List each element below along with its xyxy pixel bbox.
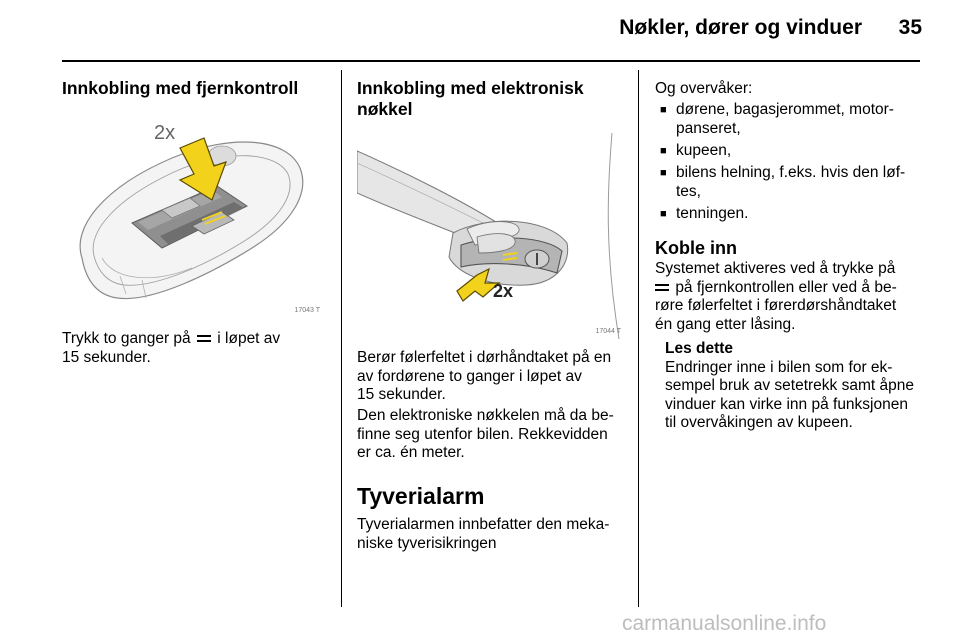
remote-activation-text <box>62 330 332 367</box>
activate-text-line-2: på fjernkontrollen eller ved å be- <box>655 279 945 298</box>
activate-heading: Koble inn <box>655 238 737 258</box>
figure-code: 17043 T <box>294 307 320 314</box>
bullet-item: ■ tenningen. <box>660 205 749 222</box>
header-rule <box>62 60 920 62</box>
electronic-key-text-2: Den elektroniske nøkkelen må da be- finne seg utenfor bilen. Rekkevidden er ca. én meter. <box>357 407 614 461</box>
lock-button-icon <box>197 334 211 343</box>
electronic-key-heading: Innkobling med elektronisk nøkkel <box>357 78 584 119</box>
bullet-item: ■ dørene, bagasjerommet, motor- panseret, <box>660 101 894 137</box>
remote-key-illustration <box>62 108 324 318</box>
column-divider-2 <box>638 70 639 607</box>
theft-alarm-text: Tyverialarmen innbefatter den meka- niske tyverisikringen <box>357 516 610 552</box>
remote-text-line-1: Trykk to ganger på i løpet av <box>62 330 281 347</box>
lock-button-icon <box>655 283 669 292</box>
page-number: 35 <box>898 16 922 39</box>
bullet-item: ■ kupeen, <box>660 142 732 159</box>
note-block: Les dette Endringer inne i bilen som for ek- sempel bruk av setetrekk samt åpne vinduer kan virke inn på funksjonen til overvåkingen av kupeen. <box>665 340 955 433</box>
figure-code: 17044 T <box>595 328 621 335</box>
remote-key-figure <box>62 108 324 318</box>
theft-alarm-heading: Tyverialarm <box>357 483 485 509</box>
remote-text-line-2: 15 sekunder. <box>62 348 151 366</box>
electronic-key-text-1: Berør følerfeltet i dørhåndtaket på en av fordørene to ganger i løpet av 15 sekunder. <box>357 349 612 403</box>
page-header-title: Nøkler, dører og vinduer <box>619 16 862 39</box>
door-handle-figure <box>357 133 625 339</box>
press-count-label: 2x <box>493 281 514 301</box>
column-divider-1 <box>341 70 342 607</box>
bullet-item: ■ bilens helning, f.eks. hvis den løf- tes, <box>660 164 906 200</box>
note-title: Les dette <box>665 340 734 357</box>
activate-text: Systemet aktiveres ved å trykke på på fjernkontrollen eller ved å be- røre følerfeltet i førerdørshåndtaket én gang etter låsing. <box>655 260 945 334</box>
monitors-intro: Og overvåker: <box>655 80 753 97</box>
press-count-label: 2x <box>154 122 176 144</box>
watermark: carmanualsonline.info <box>622 612 827 635</box>
door-handle-illustration <box>357 133 625 339</box>
remote-activation-heading: Innkobling med fjernkontroll <box>62 78 299 98</box>
